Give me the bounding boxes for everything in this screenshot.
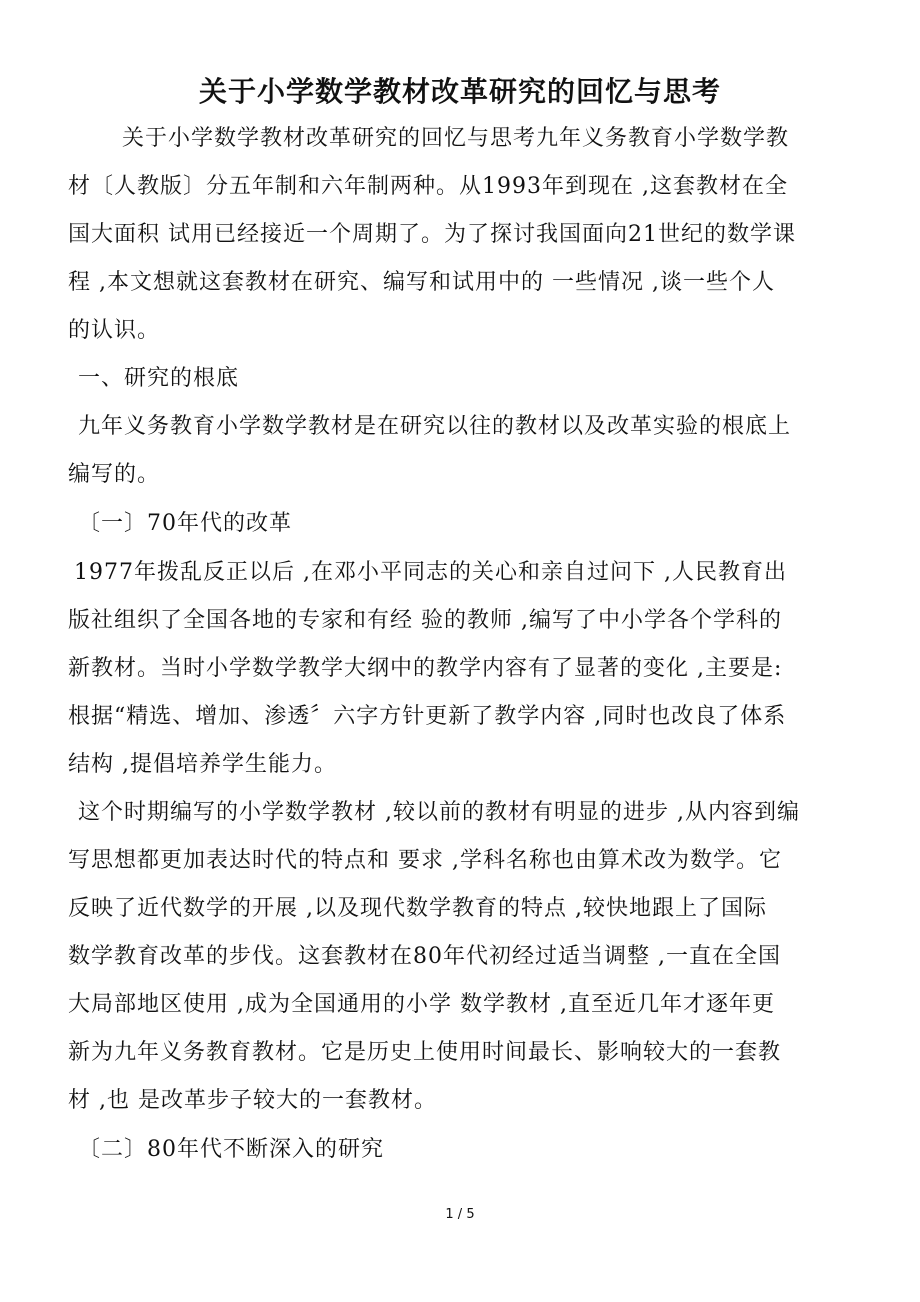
paragraph-line: 1977年拨乱反正以后 ,在邓小平同志的关心和亲自过问下 ,人民教育出: [74, 560, 787, 585]
paragraph-line: 编写的。: [68, 462, 161, 487]
paragraph-line: 反映了近代数学的开展 ,以及现代数学教育的特点 ,较快地跟上了国际: [68, 896, 767, 921]
paragraph-line: 材 ,也 是改革步子较大的一套教材。: [68, 1088, 437, 1113]
paragraph-line: 新为九年义务教育教材。它是历史上使用时间最长、影响较大的一套教: [68, 1040, 782, 1065]
subsection-heading: 〔一〕70年代的改革: [78, 511, 292, 536]
paragraph-line: 这个时期编写的小学数学教材 ,较以前的教材有明显的进步 ,从内容到编: [78, 800, 800, 825]
paragraph-line: 的认识。: [68, 318, 161, 343]
paragraph-line: 数学教育改革的步伐。这套教材在80年代初经过适当调整 ,一直在全国: [68, 944, 781, 969]
paragraph-line: 版社组织了全国各地的专家和有经 验的教师 ,编写了中小学各个学科的: [68, 608, 782, 633]
paragraph-line: 材〔人教版〕分五年制和六年制两种。从1993年到现在 ,这套教材在全: [68, 174, 788, 199]
paragraph-line: 关于小学数学教材改革研究的回忆与思考九年义务教育小学数学教: [122, 126, 790, 151]
paragraph-line: 国大面积 试用已经接近一个周期了。为了探讨我国面向21世纪的数学课: [68, 222, 796, 247]
paragraph-line: 大局部地区使用 ,成为全国通用的小学 数学教材 ,直至近几年才逐年更: [68, 992, 775, 1017]
document-title: 关于小学数学教材改革研究的回忆与思考: [198, 75, 721, 108]
subsection-heading: 〔二〕80年代不断深入的研究: [78, 1137, 384, 1162]
paragraph-line: 结构 ,提倡培养学生能力。: [68, 752, 337, 777]
paragraph-line: 九年义务教育小学数学教材是在研究以往的教材以及改革实验的根底上: [78, 414, 792, 439]
paragraph-line: 程 ,本文想就这套教材在研究、编写和试用中的 一些情况 ,谈一些个人: [68, 270, 775, 295]
paragraph-line: 根据“精选、增加、渗透〞六字方针更新了教学内容 ,同时也改良了体系: [68, 704, 787, 729]
page-number: 1 / 5: [445, 1207, 475, 1222]
paragraph-line: 新教材。当时小学数学教学大纲中的教学内容有了显著的变化 ,主要是:: [68, 656, 783, 681]
paragraph-line: 写思想都更加表达时代的特点和 要求 ,学科名称也由算术改为数学。它: [68, 848, 782, 873]
section-heading: 一、研究的根底: [78, 366, 240, 391]
